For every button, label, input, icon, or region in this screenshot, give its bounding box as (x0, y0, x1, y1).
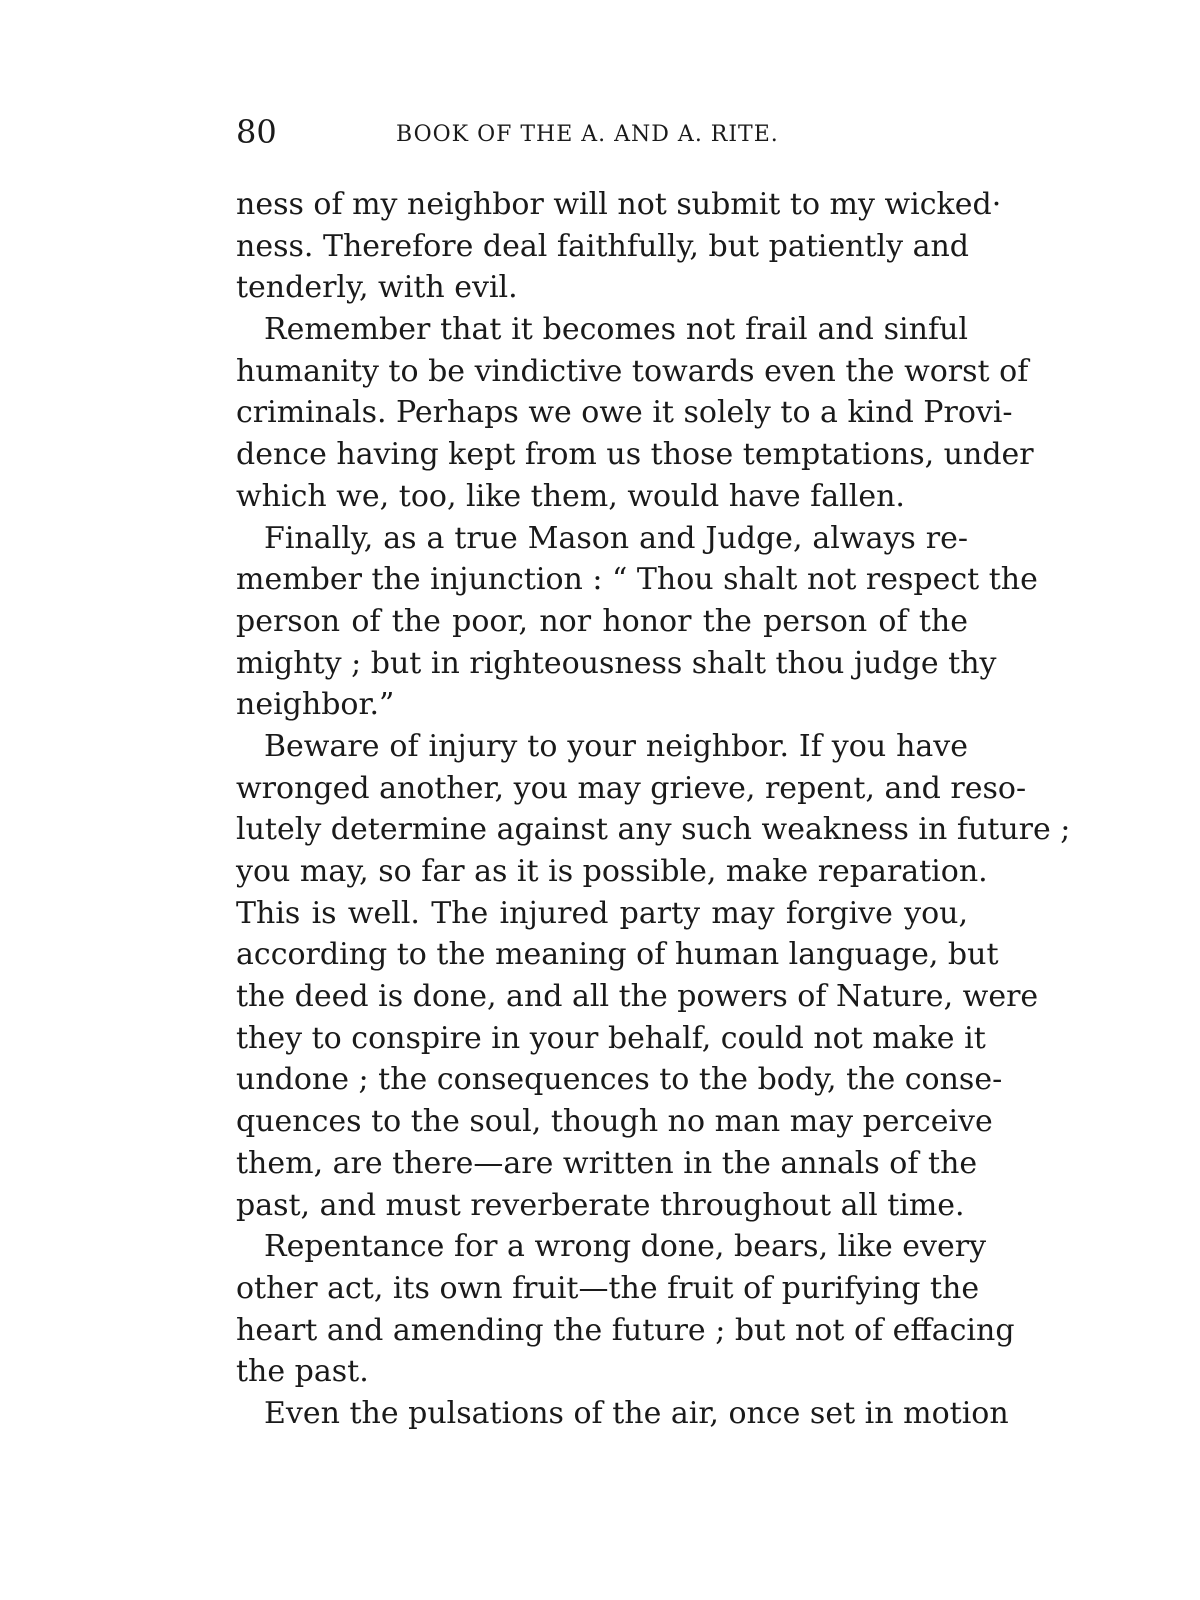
running-title: BOOK OF THE A. AND A. RITE. (396, 122, 779, 147)
text-line: which we, too, like them, would have fallen. (236, 478, 905, 514)
text-line: member the injunction : “ Thou shalt not respect the (236, 562, 1038, 598)
text-line: ness of my neighbor will not submit to my wicked· (236, 187, 1002, 222)
text-line: undone ; the consequences to the body, the conse- (236, 1062, 1003, 1098)
body-text (236, 184, 1071, 1435)
running-head (236, 112, 976, 160)
text-line: humanity to be vindictive towards even the worst of (236, 353, 1029, 389)
text-line: criminals. Perhaps we owe it solely to a kind Provi- (236, 395, 1013, 431)
text-line: the deed is done, and all the powers of Nature, were (236, 979, 1039, 1015)
text-line: Finally, as a true Mason and Judge, always re- (264, 520, 968, 556)
text-line: neighbor.” (236, 687, 395, 723)
text-line: Beware of injury to your neighbor. If you have (264, 728, 968, 764)
text-line: them, are there—are written in the annals of the (236, 1145, 978, 1181)
text-line: tenderly, with evil. (236, 270, 518, 306)
text-line: ness. Therefore deal faithfully, but patiently and (236, 228, 969, 264)
text-line: according to the meaning of human language, but (236, 937, 999, 973)
text-line: Remember that it becomes not frail and sinful (264, 312, 968, 348)
text-line: person of the poor, nor honor the person of the (236, 603, 968, 639)
text-line: the past. (236, 1354, 369, 1390)
text-line: wronged another, you may grieve, repent, and reso- (236, 770, 1027, 806)
text-line: lutely determine against any such weakness in future ; (236, 812, 1071, 848)
text-line: other act, its own fruit—the fruit of purifying the (236, 1270, 980, 1306)
text-line: dence having kept from us those temptations, under (236, 437, 1034, 473)
text-line: you may, so far as it is possible, make reparation. (236, 854, 988, 889)
text-line: they to conspire in your behalf, could not make it (236, 1020, 986, 1056)
text-line: Repentance for a wrong done, bears, like every (264, 1229, 987, 1265)
page-number: 80 (236, 113, 277, 151)
text-line: Even the pulsations of the air, once set in motion (264, 1395, 1009, 1431)
text-line: past, and must reverberate throughout all time. (236, 1187, 965, 1223)
text-line: This is well. The injured party may forgive you, (236, 895, 968, 931)
text-line: mighty ; but in righteousness shalt thou judge thy (236, 645, 997, 681)
text-line: heart and amending the future ; but not of effacing (236, 1312, 1015, 1348)
text-line: quences to the soul, though no man may perceive (236, 1104, 993, 1140)
